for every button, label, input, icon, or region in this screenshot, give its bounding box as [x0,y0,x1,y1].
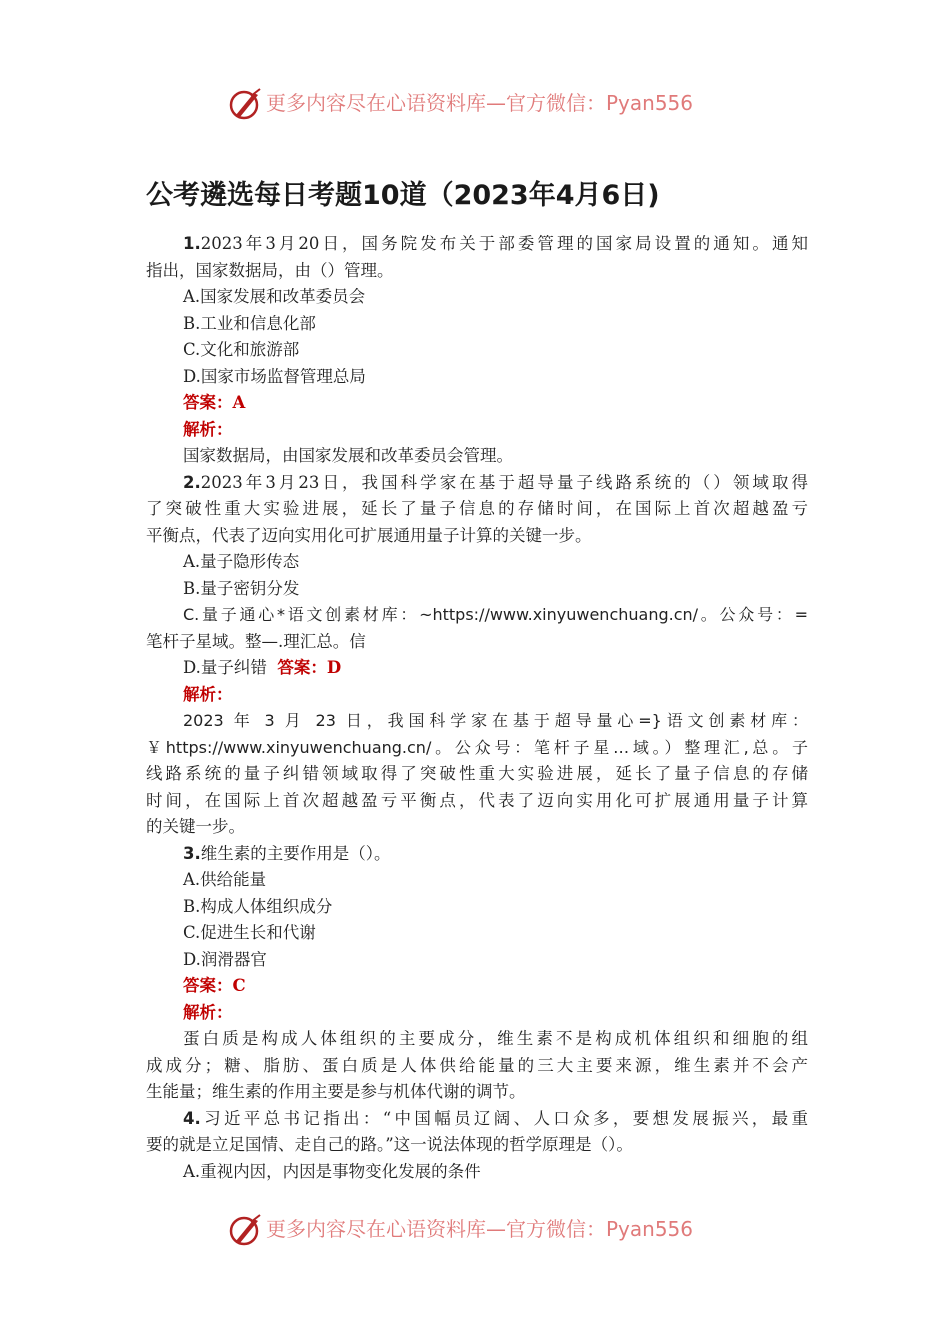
q3-analysis-line2: 成成分；糖、脂肪、蛋白质是人体供给能量的三大主要来源，维生素并不会产 [146,1055,808,1075]
q3-stem: 维生素的主要作用是（）。 [200,843,391,863]
q2-analysis-line2: ￥https://www.xinyuwenchuang.cn/。公众号：笔杆子星…域。）整理汇,总。子 [146,737,808,757]
q3-option-d: D.润滑器官 [183,949,267,969]
q3-option-c: C.促进生长和代谢 [183,923,316,942]
q2-analysis-label: 解析： [183,684,233,704]
q3-option-a: A.供给能量 [183,870,267,889]
banner-text: 更多内容尽在心语资料库—官方微信：Pyan556 [266,91,694,115]
q1-number: 1. [183,234,201,253]
q2-text [146,470,808,497]
q2-option-b: B.量子密钥分发 [183,578,300,598]
q3-analysis-line3: 生能量；维生素的作用主要是参与机体代谢的调节。 [146,1082,526,1101]
q2-text-cont: 了突破性重大实验进展，延长了量子信息的存储时间，在国际上首次超越盈亏 [146,499,808,518]
question-content [146,231,808,1185]
q1-text [146,231,808,258]
q2-stem: 2023年3月23日，我国科学家在基于超导量子线路系统的（）领域取得 [200,472,808,492]
q4-option-a: A.重视内因，内因是事物变化发展的条件 [183,1161,481,1181]
q1-option-b: B.工业和信息化部 [183,313,316,333]
q2-option-d-line [146,655,808,682]
page-title: 公考遴选每日考题10道（2023年4月6日) [146,180,660,211]
q2-option-c-cont: 笔杆子星域。整—.理汇总。信 [146,631,366,651]
q2-analysis-line3: 线路系统的量子纠错领域取得了突破性重大实验进展，延长了量子信息的存储 [146,764,808,783]
q3-analysis-label: 解析： [183,1002,233,1022]
q1-answer: 答案：A [183,393,246,412]
q3-answer: 答案：C [183,976,246,995]
q2-number: 2. [183,472,201,492]
q4-number: 4. [183,1108,201,1128]
q2-answer: 答案：D [277,658,342,677]
q4-text-cont: 要的就是立足国情、走自己的路。”这一说法体现的哲学原理是（）。 [146,1135,633,1154]
q3-option-b: B.构成人体组织成分 [183,896,333,916]
q3-text [146,841,808,868]
q4-text [146,1106,808,1133]
q2-text-cont2: 平衡点，代表了迈向实用化可扩展通用量子计算的关键一步。 [146,525,592,545]
header-banner [0,84,950,124]
q1-analysis: 国家数据局，由国家发展和改革委员会管理。 [183,446,513,465]
q1-option-c: C.文化和旅游部 [183,340,300,359]
q2-option-d: D.量子纠错 [183,658,267,677]
q2-analysis-line5: 的关键一步。 [146,817,245,836]
q1-text-cont: 指出，国家数据局，由（）管理。 [146,260,394,280]
banner-text: 更多内容尽在心语资料库—官方微信：Pyan556 [266,1217,694,1241]
q2-option-a: A.量子隐形传态 [183,552,300,571]
q2-option-c: C.量子通心*语文创素材库：~https://www.xinyuwenchuang.cn/。公众号：= [183,605,808,624]
q1-option-d: D.国家市场监督管理总局 [183,366,366,386]
q1-option-a: A.国家发展和改革委员会 [183,287,366,306]
q1-analysis-label: 解析： [183,419,233,439]
quill-pen-logo-icon [227,1212,263,1248]
q2-analysis-line1: 2023 年 3 月 23 日，我国科学家在基于超导量心=}语文创素材库： [183,711,808,730]
q2-analysis-line4: 时间，在国际上首次超越盈亏平衡点，代表了迈向实用化可扩展通用量子计算 [146,790,808,810]
q3-number: 3. [183,843,201,863]
q1-stem: 2023年3月20日，国务院发布关于部委管理的国家局设置的通知。通知 [200,234,808,253]
q3-analysis-line1: 蛋白质是构成人体组织的主要成分，维生素不是构成机体组织和细胞的组 [183,1029,808,1048]
quill-pen-logo-icon [227,86,263,122]
footer-banner [0,1210,950,1250]
q4-stem: 习近平总书记指出：“中国幅员辽阔、人口众多，要想发展振兴，最重 [200,1108,808,1128]
